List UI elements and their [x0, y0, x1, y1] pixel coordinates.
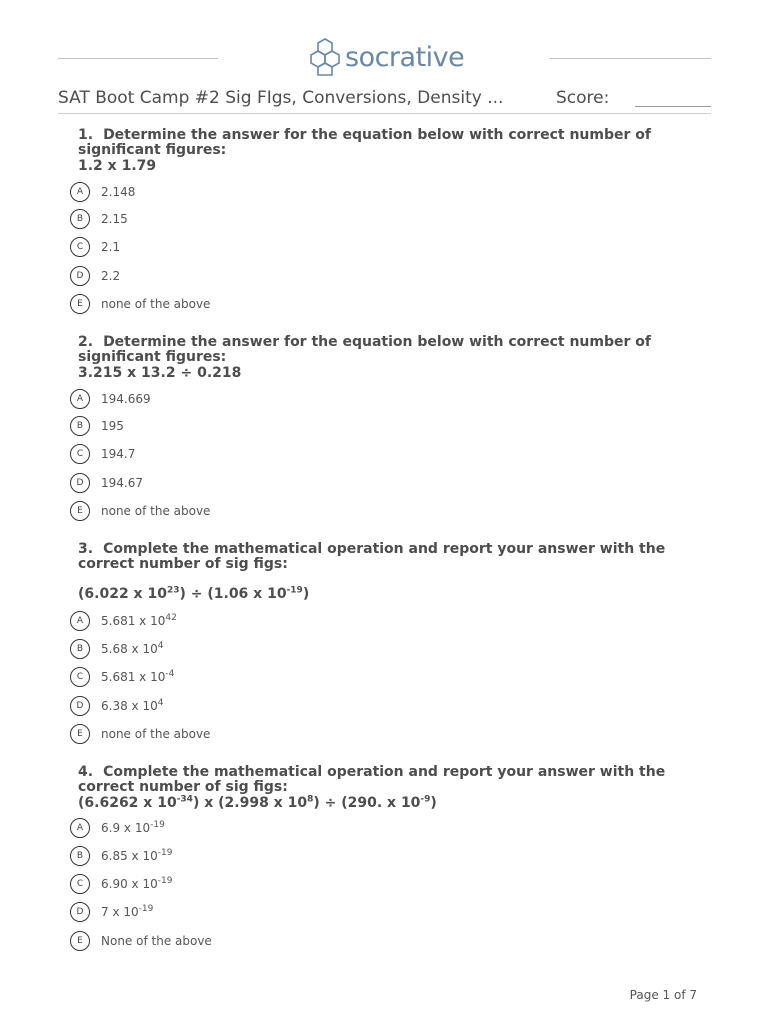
question-expression: (6.6262 x $10^{-34}$) x (2.998 x $10^8) \div (290$. x $10^{-9}$) [78, 794, 437, 811]
answer-bubble[interactable]: D [70, 696, 90, 716]
option-a[interactable]: A 6.9 x $10^{-19}$ [70, 817, 165, 839]
answer-bubble[interactable]: E [70, 724, 90, 744]
option-e[interactable]: E None of the above [70, 930, 212, 952]
page-title: SAT Boot Camp #2 Sig FIgs, Conversions, Density ... [58, 88, 504, 108]
answer-bubble[interactable]: A [70, 611, 90, 631]
answer-bubble[interactable]: B [70, 209, 90, 229]
question-expression: 1.2 x 1.79 [78, 158, 157, 174]
answer-bubble[interactable]: C [70, 237, 90, 257]
answer-bubble[interactable]: E [70, 931, 90, 951]
answer-bubble[interactable]: E [70, 501, 90, 521]
option-c[interactable]: C 2.1 [70, 236, 120, 258]
option-c[interactable]: C 5.681 x $10^{-4}$ [70, 666, 174, 688]
option-d[interactable]: D 6.38 x $10^4$ [70, 695, 163, 717]
question-prompt: 1. Determine the answer for the equation below with correct number of significant figures: [78, 127, 651, 158]
answer-bubble[interactable]: D [70, 473, 90, 493]
score-label: Score: [556, 88, 610, 108]
answer-bubble[interactable]: E [70, 294, 90, 314]
option-b[interactable]: B 195 [70, 415, 124, 437]
question-expression: 3.215 x 13.2 ÷ 0.218 [78, 365, 242, 381]
option-e[interactable]: E none of the above [70, 500, 210, 522]
option-b[interactable]: B 2.15 [70, 208, 128, 230]
header-rule-right [549, 58, 711, 59]
answer-bubble[interactable]: B [70, 846, 90, 866]
option-a[interactable]: A 194.669 [70, 388, 151, 410]
option-d[interactable]: D 194.67 [70, 472, 143, 494]
title-row [58, 88, 711, 112]
option-a[interactable]: A 2.148 [70, 181, 135, 203]
page-number: Page 1 of 7 [629, 988, 697, 1002]
option-e[interactable]: E none of the above [70, 723, 210, 745]
option-a[interactable]: A 5.681 x $10^{42}$ [70, 610, 177, 632]
header-rule-left [58, 58, 218, 59]
option-b[interactable]: B 5.68 x $10^4$ [70, 638, 163, 660]
answer-bubble[interactable]: B [70, 416, 90, 436]
hexagon-logo-icon [308, 38, 342, 76]
question-1 [78, 128, 708, 174]
answer-bubble[interactable]: D [70, 266, 90, 286]
option-b[interactable]: B 6.85 x $10^{-19}$ [70, 845, 172, 867]
score-blank[interactable] [635, 106, 711, 107]
answer-bubble[interactable]: C [70, 667, 90, 687]
answer-bubble[interactable]: A [70, 389, 90, 409]
option-d[interactable]: D 7 x $10^{-19}$ [70, 901, 153, 923]
question-4 [78, 765, 708, 811]
answer-bubble[interactable]: C [70, 444, 90, 464]
question-prompt: 3. Complete the mathematical operation and report your answer with the correct number of sig figs: [78, 541, 666, 572]
question-expression: (6.022 x $10^{23}) \div (1.06$ x $10^{-19}$) [78, 585, 310, 602]
title-divider [58, 113, 711, 114]
question-prompt: 2. Determine the answer for the equation below with correct number of significant figures: [78, 334, 651, 365]
answer-bubble[interactable]: D [70, 902, 90, 922]
option-c[interactable]: C 6.90 x $10^{-19}$ [70, 873, 172, 895]
question-prompt: 4. Complete the mathematical operation and report your answer with the correct number of sig figs: [78, 764, 666, 795]
option-e[interactable]: E none of the above [70, 293, 210, 315]
option-d[interactable]: D 2.2 [70, 265, 120, 287]
answer-bubble[interactable]: A [70, 818, 90, 838]
brand-name: socrative [345, 41, 465, 73]
answer-bubble[interactable]: A [70, 182, 90, 202]
question-2 [78, 335, 708, 381]
question-3 [78, 542, 708, 602]
socrative-logo [308, 38, 464, 76]
answer-bubble[interactable]: B [70, 639, 90, 659]
option-c[interactable]: C 194.7 [70, 443, 135, 465]
answer-bubble[interactable]: C [70, 874, 90, 894]
